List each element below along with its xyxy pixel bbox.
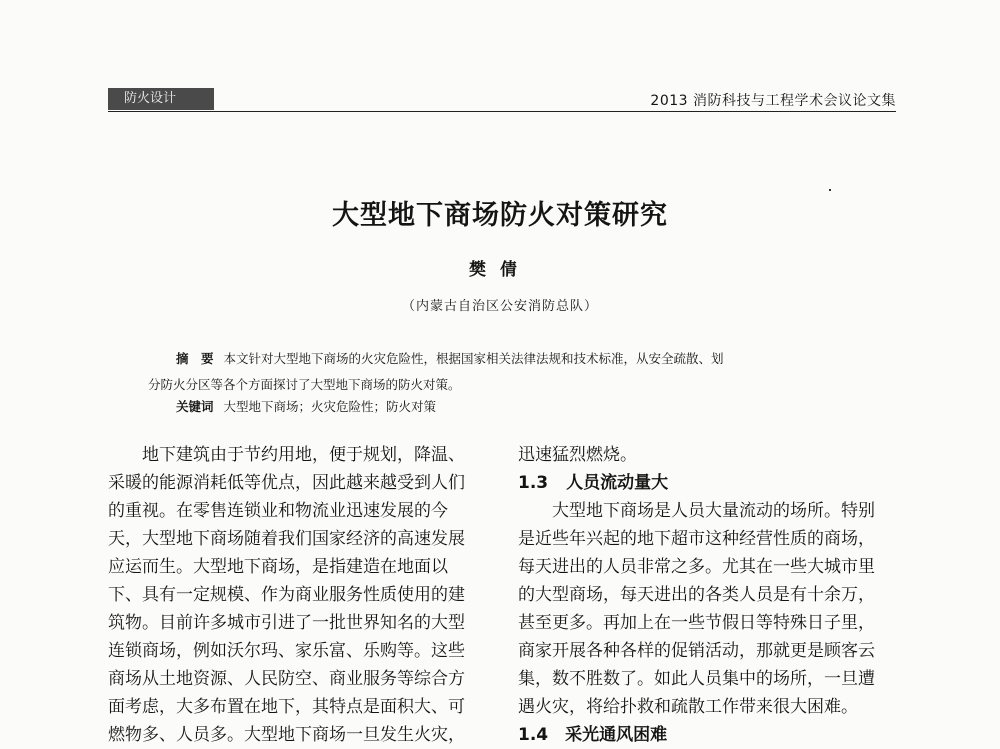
body-column-right [518,441,902,749]
header-divider [108,111,896,112]
author-name: 樊倩 [469,260,531,280]
body-line: 集，数不胜数了。如此人员集中的场所，一旦遭 [518,669,875,689]
keywords-label: 关键词 [176,399,214,414]
body-line: 地下建筑由于节约用地，便于规划，降温、 [108,445,465,465]
keywords-line [176,397,436,415]
body-line: 大型地下商场是人员大量流动的场所。特别 [518,501,875,521]
next-section-heading: 1.4 采光通风困难 [518,725,668,745]
keywords-text: 大型地下商场；火灾危险性；防火对策 [223,399,437,414]
body-line: 商场从土地资源、人民防空、商业服务等综合方 [108,669,465,689]
paper-title: 大型地下商场防火对策研究 [332,200,668,231]
abstract-line-1 [148,346,868,372]
body-line: 商家开展各种各样的促销活动，那就更是顾客云 [518,641,875,661]
author-affiliation: （内蒙古自治区公安消防总队） [401,299,598,314]
section-tag: 防火设计 [108,88,214,110]
body-line: 遇火灾，将给扑救和疏散工作带来很大困难。 [518,697,858,717]
body-line: 面考虑，大多布置在地下，其特点是面积大、可 [108,697,465,717]
body-line: 连锁商场，例如沃尔玛、家乐富、乐购等。这些 [108,641,465,661]
body-line: 下、具有一定规模、作为商业服务性质使用的建 [108,585,465,605]
body-line: 筑物。目前许多城市引进了一批世界知名的大型 [108,613,465,633]
body-line: 采暖的能源消耗低等优点，因此越来越受到人们 [108,473,465,493]
body-line: 甚至更多。再加上在一些节假日等特殊日子里， [518,613,875,633]
body-line: 天，大型地下商场随着我们国家经济的高速发展 [108,529,465,549]
section-title: 人员流动量大 [566,473,669,493]
journal-name: 2013 消防科技与工程学术会议论文集 [650,93,896,109]
body-line: 是近些年兴起的地下超市这种经营性质的商场， [518,529,875,549]
section-heading [518,469,902,497]
abstract-label: 摘 要 [176,351,214,366]
body-column-left [108,441,494,749]
speck [829,189,831,191]
section-number: 1.3 [518,473,549,493]
abstract-text-1: 本文针对大型地下商场的火灾危险性，根据国家相关法律法规和技术标准，从安全疏散、划 [223,351,724,366]
body-line: 燃物多、人员多。大型地下商场一旦发生火灾， [108,725,465,745]
body-line: 每天进出的人员非常之多。尤其在一些大城市里 [518,557,875,577]
body-line: 应运而生。大型地下商场，是指建造在地面以 [108,557,448,577]
body-line: 的重视。在零售连锁业和物流业迅速发展的今 [108,501,448,521]
abstract-block [148,346,868,398]
body-line: 迅速猛烈燃烧。 [518,445,637,465]
body-line: 的大型商场，每天进出的各类人员是有十余万， [518,585,875,605]
abstract-line-2: 分防火分区等各个方面探讨了大型地下商场的防火对策。 [148,377,461,392]
